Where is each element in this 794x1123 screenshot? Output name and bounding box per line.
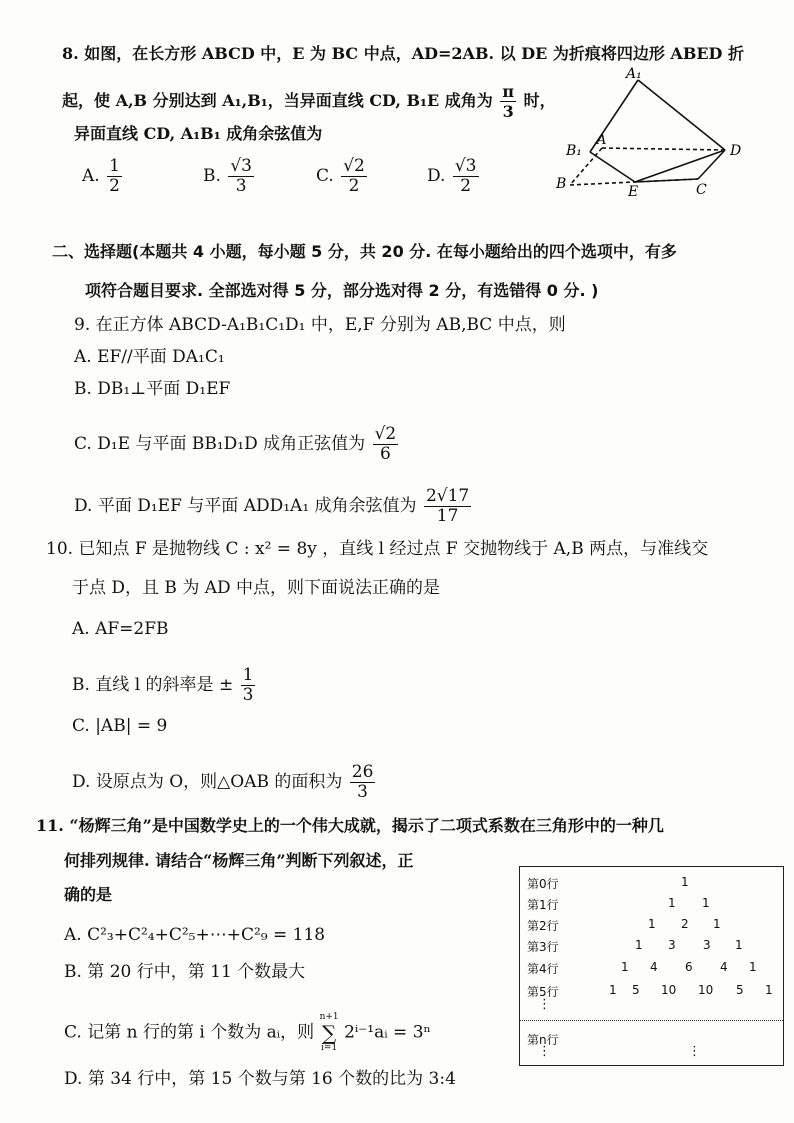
cell: 1	[765, 983, 773, 997]
row-label-1: 第1行	[527, 898, 559, 912]
cell: 6	[685, 960, 693, 974]
edge-e-d	[635, 150, 725, 182]
q8-line1: 8. 如图，在长方形 ABCD 中，E 为 BC 中点，AD=2AB. 以 DE 为折痕将四边形 ABED 折	[62, 44, 744, 63]
q8-line2b: 时，	[523, 91, 556, 110]
ellipsis-vertical: ⋮	[688, 1044, 701, 1059]
row-label-4: 第4行	[527, 962, 559, 976]
label-d: D	[730, 143, 742, 159]
q11-line1: 11. “杨辉三角”是中国数学史上的一个伟大成就，揭示了二项式系数在三角形中的一种几	[36, 816, 664, 835]
label-a: A	[597, 133, 607, 148]
cell: 1	[735, 938, 743, 952]
label-c: C	[696, 182, 707, 198]
q10-line2: 于点 D，且 B 为 AD 中点，则下面说法正确的是	[72, 578, 441, 598]
q8-line3: 异面直线 CD, A₁B₁ 成角余弦值为	[74, 124, 323, 143]
yanghui-triangle-table	[519, 866, 784, 1066]
row-label-2: 第2行	[527, 919, 559, 933]
cell: 1	[749, 960, 757, 974]
divider	[520, 1020, 783, 1021]
q11-option-d: D. 第 34 行中，第 15 个数与第 16 个数的比为 3:4	[64, 1069, 456, 1089]
edge-a1-d	[638, 80, 725, 150]
label-e: E	[628, 184, 639, 200]
cell: 1	[702, 896, 710, 910]
section2-line2: 项符合题目要求. 全部选对得 5 分，部分选对得 2 分，有选错得 0 分. )	[85, 281, 599, 300]
cell: 4	[650, 960, 658, 974]
q8-pi-fraction: $\frac{\pi}{3}$	[502, 82, 515, 121]
row-label-0: 第0行	[527, 877, 559, 891]
ellipsis-vertical: ⋮	[538, 1044, 551, 1059]
q9-stem: 9. 在正方体 ABCD-A₁B₁C₁D₁ 中，E,F 分别为 AB,BC 中点，则	[74, 315, 566, 335]
q10-line1: 10. 已知点 F 是抛物线 C : x² = 8y ，直线 l 经过点 F 交抛物线于 A,B 两点，与准线交	[46, 539, 709, 559]
label-b1: B₁	[566, 143, 582, 159]
cell: 1	[713, 917, 721, 931]
cell: 2	[681, 917, 689, 931]
label-a1: A₁	[626, 66, 642, 82]
q11-option-c: C. 记第 n 行的第 i 个数为 aᵢ，则 n+1 ∑ i=1 2ⁱ⁻¹aᵢ = 3ⁿ	[64, 1012, 431, 1053]
cell: 1	[668, 896, 676, 910]
q10-option-c: C. |AB| = 9	[72, 716, 168, 736]
q10-option-a: A. AF=2FB	[72, 619, 169, 639]
cell: 3	[668, 938, 676, 952]
q8-line2	[62, 82, 556, 121]
label-b: B	[556, 176, 567, 192]
cell: 5	[736, 983, 744, 997]
q8-option-b: B. $\frac{√3}{3}$	[203, 156, 252, 196]
cell: 1	[648, 917, 656, 931]
q8-option-d: D. $\frac{√3}{2}$	[427, 156, 477, 196]
cell: 1	[609, 983, 617, 997]
q9-option-d: D. 平面 D₁EF 与平面 ADD₁A₁ 成角余弦值为 $\frac{2√17}{17}$	[74, 486, 470, 526]
q10-option-b: B. 直线 l 的斜率是 ± $\frac{1}{3}$	[72, 665, 254, 705]
cell: 10	[661, 983, 677, 997]
row-label-3: 第3行	[527, 940, 559, 954]
cell: 10	[698, 983, 714, 997]
cell: 1	[635, 938, 643, 952]
cell: 1	[681, 875, 689, 889]
cell: 4	[720, 960, 728, 974]
q9-option-b: B. DB₁⊥平面 D₁EF	[74, 379, 231, 399]
ellipsis-vertical: ⋮	[538, 997, 551, 1012]
q8-line2a: 起，使 A,B 分别达到 A₁,B₁，当异面直线 CD, B₁E 成角为	[62, 91, 493, 110]
edge-b1-e	[590, 152, 635, 182]
cell: 3	[703, 938, 711, 952]
q11-line3: 确的是	[64, 885, 113, 904]
edge-a-d	[602, 148, 725, 150]
row-label-5: 第5行	[527, 985, 559, 999]
cell: 1	[621, 960, 629, 974]
q8-figure	[550, 62, 750, 202]
row-label-n: 第n行	[527, 1033, 559, 1047]
q8-option-c: C. $\frac{√2}{2}$	[316, 156, 365, 196]
q11-option-a: A. C²₃+C²₄+C²₅+⋯+C²₉ = 118	[64, 925, 326, 945]
summation: n+1 ∑ i=1	[319, 1012, 339, 1053]
q8-option-a: A. $\frac{1}{2}$	[82, 156, 120, 196]
q11-option-b: B. 第 20 行中，第 11 个数最大	[64, 962, 306, 982]
q9-option-c: C. D₁E 与平面 BB₁D₁D 成角正弦值为 $\frac{√2}{6}$	[74, 424, 397, 464]
section2-line1: 二、选择题(本题共 4 小题，每小题 5 分，共 20 分. 在每小题给出的四个选项中，有多	[52, 242, 677, 261]
q11-line2: 何排列规律. 请结合“杨辉三角”判断下列叙述，正	[64, 851, 414, 870]
q10-option-d: D. 设原点为 O，则△OAB 的面积为 $\frac{26}{3}$	[72, 762, 374, 802]
cell: 5	[632, 983, 640, 997]
q9-option-a: A. EF//平面 DA₁C₁	[74, 347, 225, 367]
